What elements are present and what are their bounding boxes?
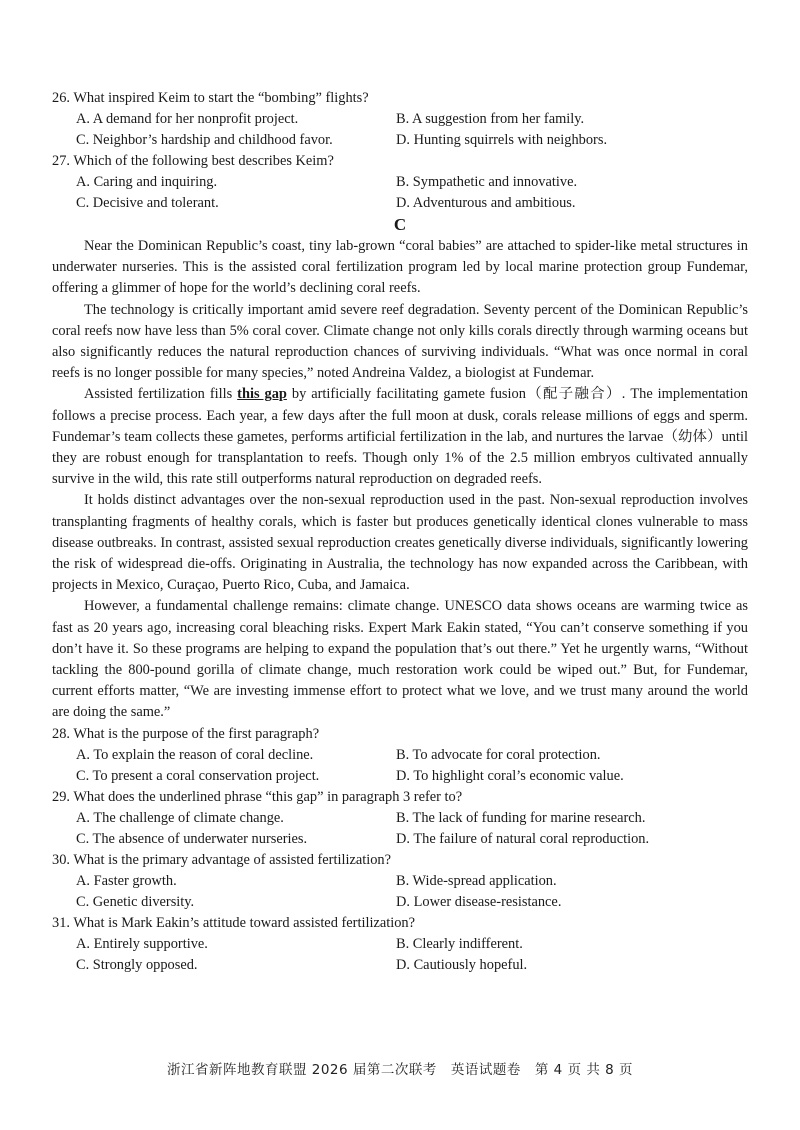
option-row	[52, 745, 748, 766]
section-heading: C	[393, 215, 407, 234]
option-d: D. To highlight coral’s economic value.	[396, 767, 624, 784]
question-stem: 29. What does the underlined phrase “this gap” in paragraph 3 refer to?	[52, 788, 463, 805]
option-row	[52, 193, 748, 214]
question-28	[52, 724, 748, 787]
underlined-phrase: this gap	[237, 386, 287, 403]
option-b: B. A suggestion from her family.	[396, 111, 585, 127]
question-stem: 28. What is the purpose of the first paragraph?	[52, 725, 320, 742]
option-row	[52, 829, 748, 850]
paragraph-text: Assisted fertilization fills	[84, 386, 238, 403]
reading-passage	[52, 236, 748, 724]
option-b: B. Clearly indifferent.	[396, 935, 523, 952]
option-a: A. Entirely supportive.	[76, 935, 208, 952]
option-row	[52, 934, 748, 955]
question-27	[52, 151, 748, 214]
paragraph-text: by artificially facilitating gamete fusion（配子融合）. The implementation follows a precise process. Each year, a few days after the full moon at dusk, corals release millions of eggs and sperm. Fundemar’s team collects these gametes, performs artificial fertilization in the lab, and nurtures the larvae（幼体）until they are robust enough for transplantation to reefs. Though only 1% of the 2.5 million embryos cultivated annually survive in the wild, this rate still outperforms natural reproduction on degraded reefs.	[52, 386, 749, 488]
option-row	[52, 808, 748, 829]
option-d: D. Lower disease-resistance.	[396, 893, 562, 910]
option-a: A. To explain the reason of coral decline.	[76, 746, 314, 763]
option-b: B. Wide-spread application.	[396, 872, 557, 889]
exam-page	[52, 88, 748, 976]
option-a: A. A demand for her nonprofit project.	[76, 111, 299, 127]
option-d: D. Hunting squirrels with neighbors.	[396, 132, 608, 148]
question-31	[52, 913, 748, 976]
question-stem: 26. What inspired Keim to start the “bombing” flights?	[52, 90, 369, 106]
option-d: D. Adventurous and ambitious.	[396, 195, 576, 211]
option-a: A. Caring and inquiring.	[76, 174, 218, 190]
option-b: B. To advocate for coral protection.	[396, 746, 601, 763]
passage-paragraph-4: It holds distinct advantages over the non-sexual reproduction used in the past. Non-sexual reproduction involves transplanting fragments of healthy corals, which is faster but produces genetically identical clones vulnerable to mass disease outbreaks. In contrast, assisted sexual reproduction creates genetically diverse individuals, significantly lowering the risk of widespread die-offs. Originating in Australia, the technology has now expanded across the Caribbean, with projects in Mexico, Curaçao, Puerto Rico, Cuba, and Jamaica.	[52, 492, 748, 594]
option-row	[52, 871, 748, 892]
option-c: C. The absence of underwater nurseries.	[76, 830, 308, 847]
question-29	[52, 787, 748, 850]
option-c: C. Genetic diversity.	[76, 893, 195, 910]
option-b: B. Sympathetic and innovative.	[396, 174, 578, 190]
passage-paragraph-2: The technology is critically important amid severe reef degradation. Seventy percent of the Dominican Republic’s coral reefs now have less than 5% coral cover. Climate change not only kills corals directly through warming oceans but also significantly reduces the natural reproduction chances of surviving individuals. “What was once normal in coral reefs is no longer possible for many species,” noted Andreina Valdez, a biologist at Fundemar.	[52, 301, 748, 382]
option-row	[52, 892, 748, 913]
question-30	[52, 850, 748, 913]
passage-paragraph-3	[52, 384, 748, 490]
question-stem: 31. What is Mark Eakin’s attitude toward assisted fertilization?	[52, 914, 416, 931]
option-row	[52, 130, 748, 151]
passage-paragraph-5: However, a fundamental challenge remains: climate change. UNESCO data shows oceans are warming twice as fast as 20 years ago, increasing coral bleaching risks. Expert Mark Eakin stated, “You can’t conserve something if you don’t have it. So these programs are helping to expand the population that’s out there.” Yet he urgently warns, “Without tackling the 800-pound gorilla of climate change, much restoration work could be wiped out.” But, for Fundemar, current efforts matter, “We are investing immense effort to protect what we love, and we trust many around the world are doing the same.”	[52, 598, 748, 721]
question-stem: 27. Which of the following best describes Keim?	[52, 153, 334, 169]
option-row	[52, 109, 748, 130]
option-d: D. The failure of natural coral reproduction.	[396, 830, 650, 847]
option-b: B. The lack of funding for marine research.	[396, 809, 646, 826]
option-c: C. To present a coral conservation project.	[76, 767, 320, 784]
option-a: A. Faster growth.	[76, 872, 177, 889]
question-stem: 30. What is the primary advantage of assisted fertilization?	[52, 851, 392, 868]
option-row	[52, 955, 748, 976]
page-footer: 浙江省新阵地教育联盟 2026 届第二次联考 英语试题卷 第 4 页 共 8 页	[166, 1062, 634, 1078]
option-a: A. The challenge of climate change.	[76, 809, 284, 826]
option-c: C. Strongly opposed.	[76, 956, 198, 973]
option-c: C. Decisive and tolerant.	[76, 195, 219, 211]
option-row	[52, 172, 748, 193]
question-26	[52, 88, 748, 151]
option-row	[52, 766, 748, 787]
passage-paragraph-1: Near the Dominican Republic’s coast, tiny lab-grown “coral babies” are attached to spider-like metal structures in underwater nurseries. This is the assisted coral fertilization program led by local marine protection group Fundemar, offering a glimmer of hope for the world’s declining coral reefs.	[52, 238, 748, 297]
option-d: D. Cautiously hopeful.	[396, 956, 528, 973]
option-c: C. Neighbor’s hardship and childhood favor.	[76, 132, 333, 148]
